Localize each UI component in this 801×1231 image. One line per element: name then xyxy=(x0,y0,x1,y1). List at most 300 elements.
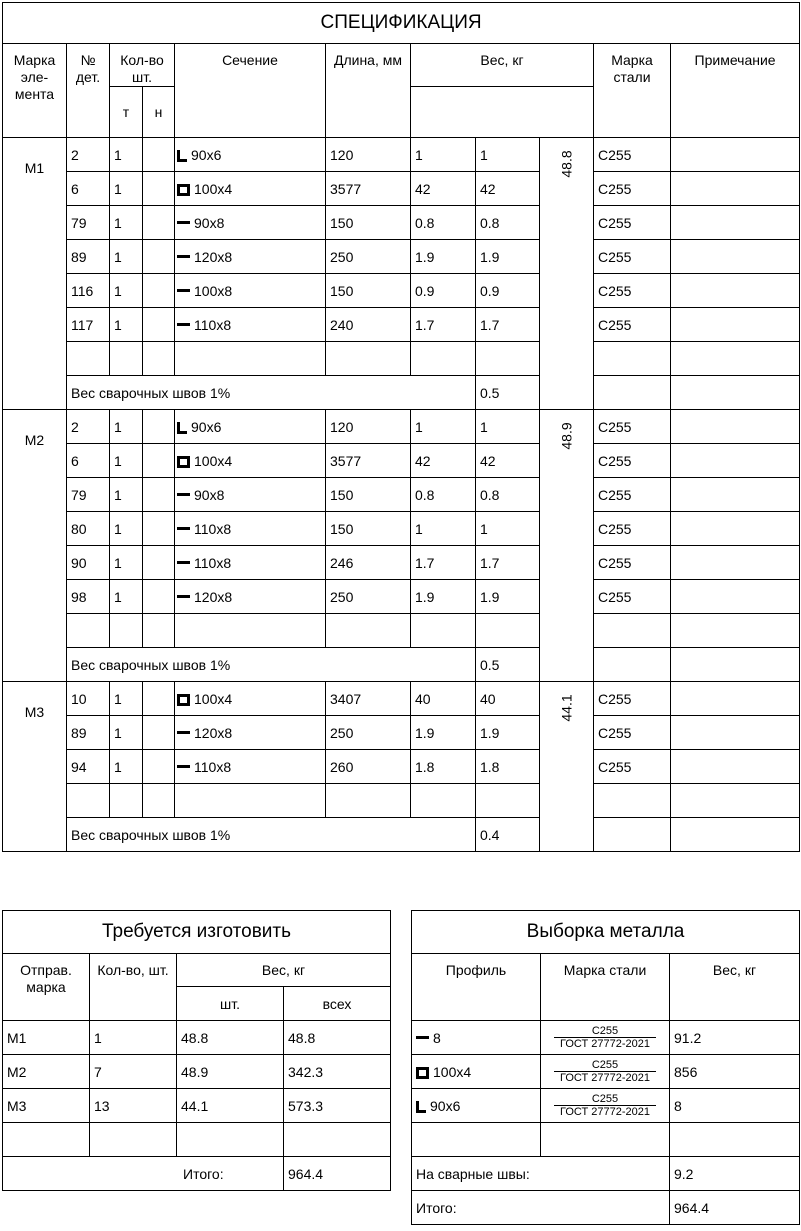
part-number: 6 xyxy=(67,172,110,206)
weight-all: 342.3 xyxy=(284,1055,391,1089)
flat-profile-icon xyxy=(416,1036,429,1039)
shipping-mark: М1 xyxy=(3,1021,90,1055)
col-header-note: Примечание xyxy=(671,44,800,138)
total-value: 964.4 xyxy=(670,1191,800,1225)
metal-header-steel: Марка стали xyxy=(541,954,670,1021)
section-cell xyxy=(175,240,326,274)
weight-one: 1 xyxy=(411,512,476,546)
part-number: 10 xyxy=(67,682,110,716)
section-size: 110x8 xyxy=(194,554,232,571)
box-profile-icon xyxy=(177,184,190,196)
qty-n xyxy=(143,750,175,784)
total-value: 964.4 xyxy=(284,1157,391,1191)
table-row xyxy=(3,512,800,546)
section-size: 120x8 xyxy=(194,588,233,605)
empty-cell xyxy=(671,784,800,818)
element-mark: М1 xyxy=(3,138,67,410)
note xyxy=(671,410,800,444)
metal-weight: 856 xyxy=(670,1055,800,1089)
weld-weight-value: 0.5 xyxy=(476,648,540,682)
length: 3577 xyxy=(326,444,411,478)
part-number: 98 xyxy=(67,580,110,614)
empty-cell xyxy=(671,376,800,410)
note xyxy=(671,580,800,614)
required-table xyxy=(2,910,391,1191)
weight-one: 48.9 xyxy=(177,1055,284,1089)
qty-n xyxy=(143,172,175,206)
note xyxy=(671,682,800,716)
profile-size: 90x6 xyxy=(430,1097,461,1114)
length: 260 xyxy=(326,750,411,784)
table-row xyxy=(3,682,800,716)
table-row xyxy=(3,240,800,274)
section-size: 120x8 xyxy=(194,724,233,741)
empty-cell xyxy=(175,784,326,818)
weight-all: 40 xyxy=(476,682,540,716)
steel-grade: С255 xyxy=(594,478,671,512)
steel-grade: С255 xyxy=(594,512,671,546)
required-header-one: шт. xyxy=(177,987,284,1021)
section-cell xyxy=(175,308,326,342)
table-row xyxy=(412,1089,800,1123)
qty-t: 1 xyxy=(110,206,143,240)
table-row xyxy=(3,138,800,172)
table-row xyxy=(3,750,800,784)
qty-n xyxy=(143,682,175,716)
section-size: 90x8 xyxy=(194,214,225,231)
part-number: 6 xyxy=(67,444,110,478)
length: 150 xyxy=(326,512,411,546)
empty-cell xyxy=(594,376,671,410)
metal-weight: 91.2 xyxy=(670,1021,800,1055)
metal-header-profile: Профиль xyxy=(412,954,541,1021)
element-weight-cell xyxy=(540,410,594,682)
angle-profile-icon xyxy=(177,422,187,434)
weight-one: 48.8 xyxy=(177,1021,284,1055)
empty-cell xyxy=(67,342,110,376)
qty-n xyxy=(143,410,175,444)
metal-title: Выборка металла xyxy=(412,911,800,954)
qty-n xyxy=(143,580,175,614)
element-weight-cell xyxy=(540,138,594,410)
steel-grade-cell xyxy=(541,1089,670,1123)
note xyxy=(671,138,800,172)
required-header-weight: Вес, кг xyxy=(177,954,391,987)
qty-n xyxy=(143,478,175,512)
box-profile-icon xyxy=(177,456,190,468)
empty-cell xyxy=(671,648,800,682)
table-row xyxy=(3,274,800,308)
section-size: 100x4 xyxy=(194,452,233,469)
empty-cell xyxy=(594,648,671,682)
col-header-qty: Кол-во шт. xyxy=(110,44,175,87)
weight-all: 0.9 xyxy=(476,274,540,308)
table-row xyxy=(3,308,800,342)
weight-all: 0.8 xyxy=(476,206,540,240)
length: 246 xyxy=(326,546,411,580)
section-cell xyxy=(175,172,326,206)
angle-profile-icon xyxy=(177,150,187,162)
empty-cell xyxy=(90,1123,177,1157)
empty-cell xyxy=(411,342,476,376)
table-row xyxy=(3,172,800,206)
steel-grade: С255 xyxy=(594,172,671,206)
section-cell xyxy=(175,410,326,444)
empty-cell xyxy=(67,784,110,818)
flat-profile-icon xyxy=(177,255,190,258)
col-header-mark: Марка эле-мента xyxy=(3,44,67,138)
table-row xyxy=(3,410,800,444)
element-weight: 48.9 xyxy=(558,422,575,450)
metal-header-weight: Вес, кг xyxy=(670,954,800,1021)
quantity: 13 xyxy=(90,1089,177,1123)
part-number: 90 xyxy=(67,546,110,580)
weight-one: 40 xyxy=(411,682,476,716)
weight-all: 1 xyxy=(476,512,540,546)
steel-grade: С255 xyxy=(594,240,671,274)
section-size: 90x6 xyxy=(191,418,222,435)
part-number: 2 xyxy=(67,410,110,444)
empty-cell xyxy=(175,614,326,648)
steel-grade: С255 xyxy=(554,1093,656,1106)
total-label: Итого: xyxy=(3,1157,284,1191)
steel-grade: С255 xyxy=(594,682,671,716)
col-header-weight: Вес, кг xyxy=(411,44,594,87)
box-profile-icon xyxy=(177,694,190,706)
qty-n xyxy=(143,444,175,478)
part-number: 117 xyxy=(67,308,110,342)
qty-t: 1 xyxy=(110,240,143,274)
quantity: 7 xyxy=(90,1055,177,1089)
length: 3407 xyxy=(326,682,411,716)
weight-one: 44.1 xyxy=(177,1089,284,1123)
profile-cell xyxy=(412,1055,541,1089)
part-number: 79 xyxy=(67,206,110,240)
weight-all: 1.7 xyxy=(476,546,540,580)
section-cell xyxy=(175,716,326,750)
table-row xyxy=(3,1055,391,1089)
spec-title: СПЕЦИФИКАЦИЯ xyxy=(3,3,800,44)
required-header-all: всех xyxy=(284,987,391,1021)
length: 150 xyxy=(326,274,411,308)
steel-grade: С255 xyxy=(594,546,671,580)
element-weight: 48.8 xyxy=(558,150,575,178)
steel-standard: ГОСТ 27772-2021 xyxy=(560,1072,650,1084)
qty-n xyxy=(143,240,175,274)
qty-n xyxy=(143,716,175,750)
weight-one: 1.7 xyxy=(411,308,476,342)
weight-one: 1 xyxy=(411,138,476,172)
weld-weight-label: Вес сварочных швов 1% xyxy=(67,376,476,410)
empty-cell xyxy=(594,818,671,852)
qty-n xyxy=(143,274,175,308)
profile-cell xyxy=(412,1089,541,1123)
table-row xyxy=(412,1055,800,1089)
profile-size: 8 xyxy=(433,1029,441,1046)
flat-profile-icon xyxy=(177,289,190,292)
weight-one: 0.9 xyxy=(411,274,476,308)
section-size: 100x8 xyxy=(194,282,233,299)
section-size: 90x8 xyxy=(194,486,225,503)
table-row xyxy=(3,1089,391,1123)
length: 250 xyxy=(326,580,411,614)
note xyxy=(671,546,800,580)
length: 250 xyxy=(326,240,411,274)
empty-cell xyxy=(411,784,476,818)
weight-one: 1.8 xyxy=(411,750,476,784)
weight-all: 1.9 xyxy=(476,716,540,750)
empty-cell xyxy=(110,784,143,818)
qty-t: 1 xyxy=(110,546,143,580)
table-row xyxy=(3,546,800,580)
empty-cell xyxy=(3,1123,90,1157)
empty-cell xyxy=(110,342,143,376)
weld-weight-value: 0.5 xyxy=(476,376,540,410)
part-number: 2 xyxy=(67,138,110,172)
element-weight-cell xyxy=(540,682,594,852)
steel-grade: С255 xyxy=(594,716,671,750)
note xyxy=(671,172,800,206)
col-header-section: Сечение xyxy=(175,44,326,138)
weight-one: 1.7 xyxy=(411,546,476,580)
table-row xyxy=(3,478,800,512)
steel-standard: ГОСТ 27772-2021 xyxy=(560,1106,650,1118)
qty-n xyxy=(143,138,175,172)
note xyxy=(671,512,800,546)
section-cell xyxy=(175,750,326,784)
part-number: 89 xyxy=(67,240,110,274)
qty-t: 1 xyxy=(110,716,143,750)
section-size: 110x8 xyxy=(194,758,232,775)
length: 240 xyxy=(326,308,411,342)
qty-n xyxy=(143,546,175,580)
weight-all: 42 xyxy=(476,172,540,206)
section-cell xyxy=(175,682,326,716)
flat-profile-icon xyxy=(177,561,190,564)
steel-grade-cell xyxy=(541,1021,670,1055)
length: 150 xyxy=(326,478,411,512)
col-header-length: Длина, мм xyxy=(326,44,411,138)
length: 250 xyxy=(326,716,411,750)
section-size: 110x8 xyxy=(194,316,232,333)
weight-one: 42 xyxy=(411,172,476,206)
qty-t: 1 xyxy=(110,308,143,342)
weight-all: 1 xyxy=(476,410,540,444)
flat-profile-icon xyxy=(177,493,190,496)
note xyxy=(671,308,800,342)
weight-one: 0.8 xyxy=(411,206,476,240)
note xyxy=(671,206,800,240)
empty-cell xyxy=(412,1123,541,1157)
weld-weight-row xyxy=(3,648,800,682)
steel-grade: С255 xyxy=(554,1059,656,1072)
steel-grade: С255 xyxy=(594,750,671,784)
weld-row xyxy=(412,1157,800,1191)
weight-one: 42 xyxy=(411,444,476,478)
empty-cell xyxy=(594,784,671,818)
steel-grade: С255 xyxy=(594,410,671,444)
shipping-mark: М3 xyxy=(3,1089,90,1123)
table-row xyxy=(412,1021,800,1055)
shipping-mark: М2 xyxy=(3,1055,90,1089)
col-header-steel: Марка стали xyxy=(594,44,671,138)
weight-all: 48.8 xyxy=(284,1021,391,1055)
weight-one: 1.9 xyxy=(411,716,476,750)
flat-profile-icon xyxy=(177,731,190,734)
table-row xyxy=(3,716,800,750)
section-cell xyxy=(175,546,326,580)
steel-grade: С255 xyxy=(554,1025,656,1038)
required-header-qty: Кол-во, шт. xyxy=(90,954,177,1021)
table-row xyxy=(3,580,800,614)
weld-value: 9.2 xyxy=(670,1157,800,1191)
total-label: Итого: xyxy=(412,1191,670,1225)
required-header-mark: Отправ. марка xyxy=(3,954,90,1021)
qty-n xyxy=(143,512,175,546)
qty-t: 1 xyxy=(110,580,143,614)
flat-profile-icon xyxy=(177,765,190,768)
empty-cell xyxy=(671,614,800,648)
empty-cell xyxy=(476,614,540,648)
steel-grade: С255 xyxy=(594,206,671,240)
empty-cell xyxy=(671,818,800,852)
section-cell xyxy=(175,138,326,172)
length: 120 xyxy=(326,410,411,444)
empty-cell xyxy=(671,342,800,376)
qty-t: 1 xyxy=(110,138,143,172)
note xyxy=(671,478,800,512)
qty-t: 1 xyxy=(110,478,143,512)
note xyxy=(671,240,800,274)
weight-one: 0.8 xyxy=(411,478,476,512)
section-cell xyxy=(175,444,326,478)
qty-t: 1 xyxy=(110,444,143,478)
note xyxy=(671,274,800,308)
part-number: 89 xyxy=(67,716,110,750)
profile-cell xyxy=(412,1021,541,1055)
qty-n xyxy=(143,308,175,342)
total-row xyxy=(412,1191,800,1225)
weld-weight-value: 0.4 xyxy=(476,818,540,852)
weight-all: 1 xyxy=(476,138,540,172)
steel-grade: С255 xyxy=(594,444,671,478)
qty-n xyxy=(143,206,175,240)
empty-cell xyxy=(175,342,326,376)
box-profile-icon xyxy=(416,1067,429,1079)
section-size: 110x8 xyxy=(194,520,232,537)
col-header-num: № дет. xyxy=(67,44,110,138)
weight-all: 1.8 xyxy=(476,750,540,784)
required-title: Требуется изготовить xyxy=(3,911,391,954)
angle-profile-icon xyxy=(416,1101,426,1113)
part-number: 116 xyxy=(67,274,110,308)
qty-t: 1 xyxy=(110,682,143,716)
flat-profile-icon xyxy=(177,595,190,598)
qty-t: 1 xyxy=(110,172,143,206)
steel-grade: С255 xyxy=(594,580,671,614)
length: 150 xyxy=(326,206,411,240)
empty-cell xyxy=(594,614,671,648)
steel-grade: С255 xyxy=(594,308,671,342)
weight-all: 1.9 xyxy=(476,580,540,614)
steel-standard: ГОСТ 27772-2021 xyxy=(560,1038,650,1050)
section-size: 100x4 xyxy=(194,690,233,707)
empty-cell xyxy=(284,1123,391,1157)
section-cell xyxy=(175,478,326,512)
col-header-qty-t: т xyxy=(110,87,143,138)
empty-cell xyxy=(411,614,476,648)
empty-cell xyxy=(67,614,110,648)
qty-t: 1 xyxy=(110,274,143,308)
weight-all: 42 xyxy=(476,444,540,478)
empty-cell xyxy=(476,784,540,818)
empty-cell xyxy=(670,1123,800,1157)
empty-cell xyxy=(541,1123,670,1157)
empty-cell xyxy=(476,342,540,376)
table-row xyxy=(3,1021,391,1055)
section-cell xyxy=(175,274,326,308)
weld-weight-row xyxy=(3,376,800,410)
flat-profile-icon xyxy=(177,221,190,224)
specification-table xyxy=(2,2,800,852)
section-cell xyxy=(175,206,326,240)
quantity: 1 xyxy=(90,1021,177,1055)
weight-all: 0.8 xyxy=(476,478,540,512)
qty-t: 1 xyxy=(110,512,143,546)
metal-selection-table xyxy=(411,910,800,1225)
note xyxy=(671,444,800,478)
part-number: 79 xyxy=(67,478,110,512)
qty-t: 1 xyxy=(110,410,143,444)
empty-row xyxy=(3,614,800,648)
weld-weight-label: Вес сварочных швов 1% xyxy=(67,818,476,852)
part-number: 80 xyxy=(67,512,110,546)
section-cell xyxy=(175,512,326,546)
empty-cell xyxy=(326,342,411,376)
empty-cell xyxy=(143,614,175,648)
table-row xyxy=(3,206,800,240)
note xyxy=(671,716,800,750)
empty-row xyxy=(3,342,800,376)
empty-cell xyxy=(143,342,175,376)
empty-cell xyxy=(594,342,671,376)
element-weight: 44.1 xyxy=(558,694,575,722)
length: 3577 xyxy=(326,172,411,206)
empty-cell xyxy=(143,784,175,818)
empty-cell xyxy=(110,614,143,648)
weld-weight-label: Вес сварочных швов 1% xyxy=(67,648,476,682)
section-size: 90x6 xyxy=(191,146,222,163)
weight-one: 1 xyxy=(411,410,476,444)
weight-one: 1.9 xyxy=(411,240,476,274)
empty-row xyxy=(3,784,800,818)
section-size: 100x4 xyxy=(194,180,233,197)
empty-row xyxy=(412,1123,800,1157)
weight-one: 1.9 xyxy=(411,580,476,614)
col-header-qty-n: н xyxy=(143,87,175,138)
steel-grade: С255 xyxy=(594,138,671,172)
element-mark: М3 xyxy=(3,682,67,852)
table-row xyxy=(3,444,800,478)
length: 120 xyxy=(326,138,411,172)
empty-cell xyxy=(177,1123,284,1157)
steel-grade: С255 xyxy=(594,274,671,308)
element-mark: М2 xyxy=(3,410,67,682)
empty-cell xyxy=(326,784,411,818)
weight-all: 1.9 xyxy=(476,240,540,274)
note xyxy=(671,750,800,784)
empty-row xyxy=(3,1123,391,1157)
